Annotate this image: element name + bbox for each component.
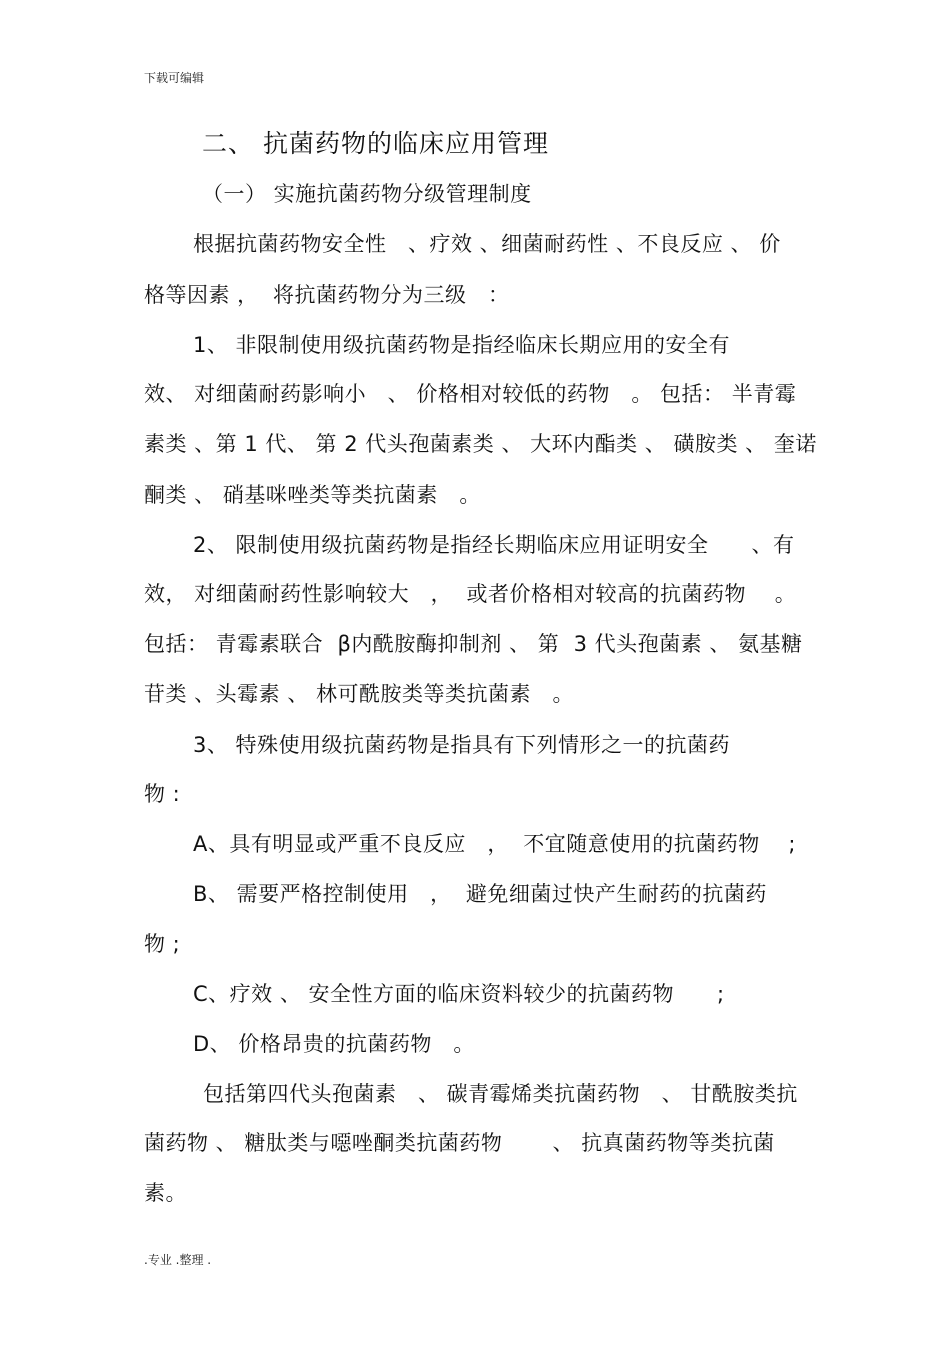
paragraph-line: B、 需要严格控制使用 ， 避免细菌过快产生耐药的抗菌药 bbox=[193, 882, 767, 906]
paragraph-line: 苷类 、头霉素 、 林可酰胺类等类抗菌素 。 bbox=[144, 682, 575, 706]
paragraph-line: 包括第四代头孢菌素 、 碳青霉烯类抗菌药物 、 甘酰胺类抗 bbox=[203, 1082, 798, 1106]
paragraph-line: D、 价格昂贵的抗菌药物 。 bbox=[193, 1032, 475, 1056]
paragraph-line: 1、 非限制使用级抗菌药物是指经临床长期应用的安全有 bbox=[193, 333, 731, 357]
section-title: 二、 抗菌药物的临床应用管理 bbox=[202, 129, 549, 158]
paragraph-line: C、疗效 、 安全性方面的临床资料较少的抗菌药物 ; bbox=[193, 982, 725, 1006]
paragraph-line: 格等因素 ， 将抗菌药物分为三级 ： bbox=[144, 283, 510, 307]
paragraph-line: 酮类 、 硝基咪唑类等类抗菌素 。 bbox=[144, 483, 481, 507]
paragraph-line: 2、 限制使用级抗菌药物是指经长期临床应用证明安全 、有 bbox=[193, 533, 795, 557]
page-header: 下载可编辑 bbox=[144, 71, 205, 85]
paragraph-line: A、具有明显或严重不良反应 ， 不宜随意使用的抗菌药物 ; bbox=[193, 832, 796, 856]
paragraph-line: 效、 对细菌耐药影响小 、 价格相对较低的药物 。 包括： 半青霉 bbox=[144, 382, 797, 406]
paragraph-line: 物 ; bbox=[144, 932, 181, 956]
paragraph-line: 3、 特殊使用级抗菌药物是指具有下列情形之一的抗菌药 bbox=[193, 733, 731, 757]
paragraph-line: 效， 对细菌耐药性影响较大 ， 或者价格相对较高的抗菌药物 。 bbox=[144, 582, 797, 606]
paragraph-line: 物 : bbox=[144, 782, 181, 806]
paragraph-line: 素。 bbox=[144, 1181, 187, 1205]
paragraph-line: 根据抗菌药物安全性 、疗效 、细菌耐药性 、不良反应 、 价 bbox=[193, 232, 781, 256]
paragraph-line: 素类 、第 1 代、 第 2 代头孢菌素类 、 大环内酯类 、 磺胺类 、 奎诺 bbox=[144, 432, 817, 456]
page-footer: .专业 .整理 . bbox=[144, 1253, 212, 1267]
paragraph-line: 包括： 青霉素联合 β内酰胺酶抑制剂 、 第 3 代头孢菌素 、 氨基糖 bbox=[144, 632, 803, 656]
section-subtitle: （一） 实施抗菌药物分级管理制度 bbox=[202, 182, 532, 206]
paragraph-line: 菌药物 、 糖肽类与噁唑酮类抗菌药物 、 抗真菌药物等类抗菌 bbox=[144, 1131, 775, 1155]
